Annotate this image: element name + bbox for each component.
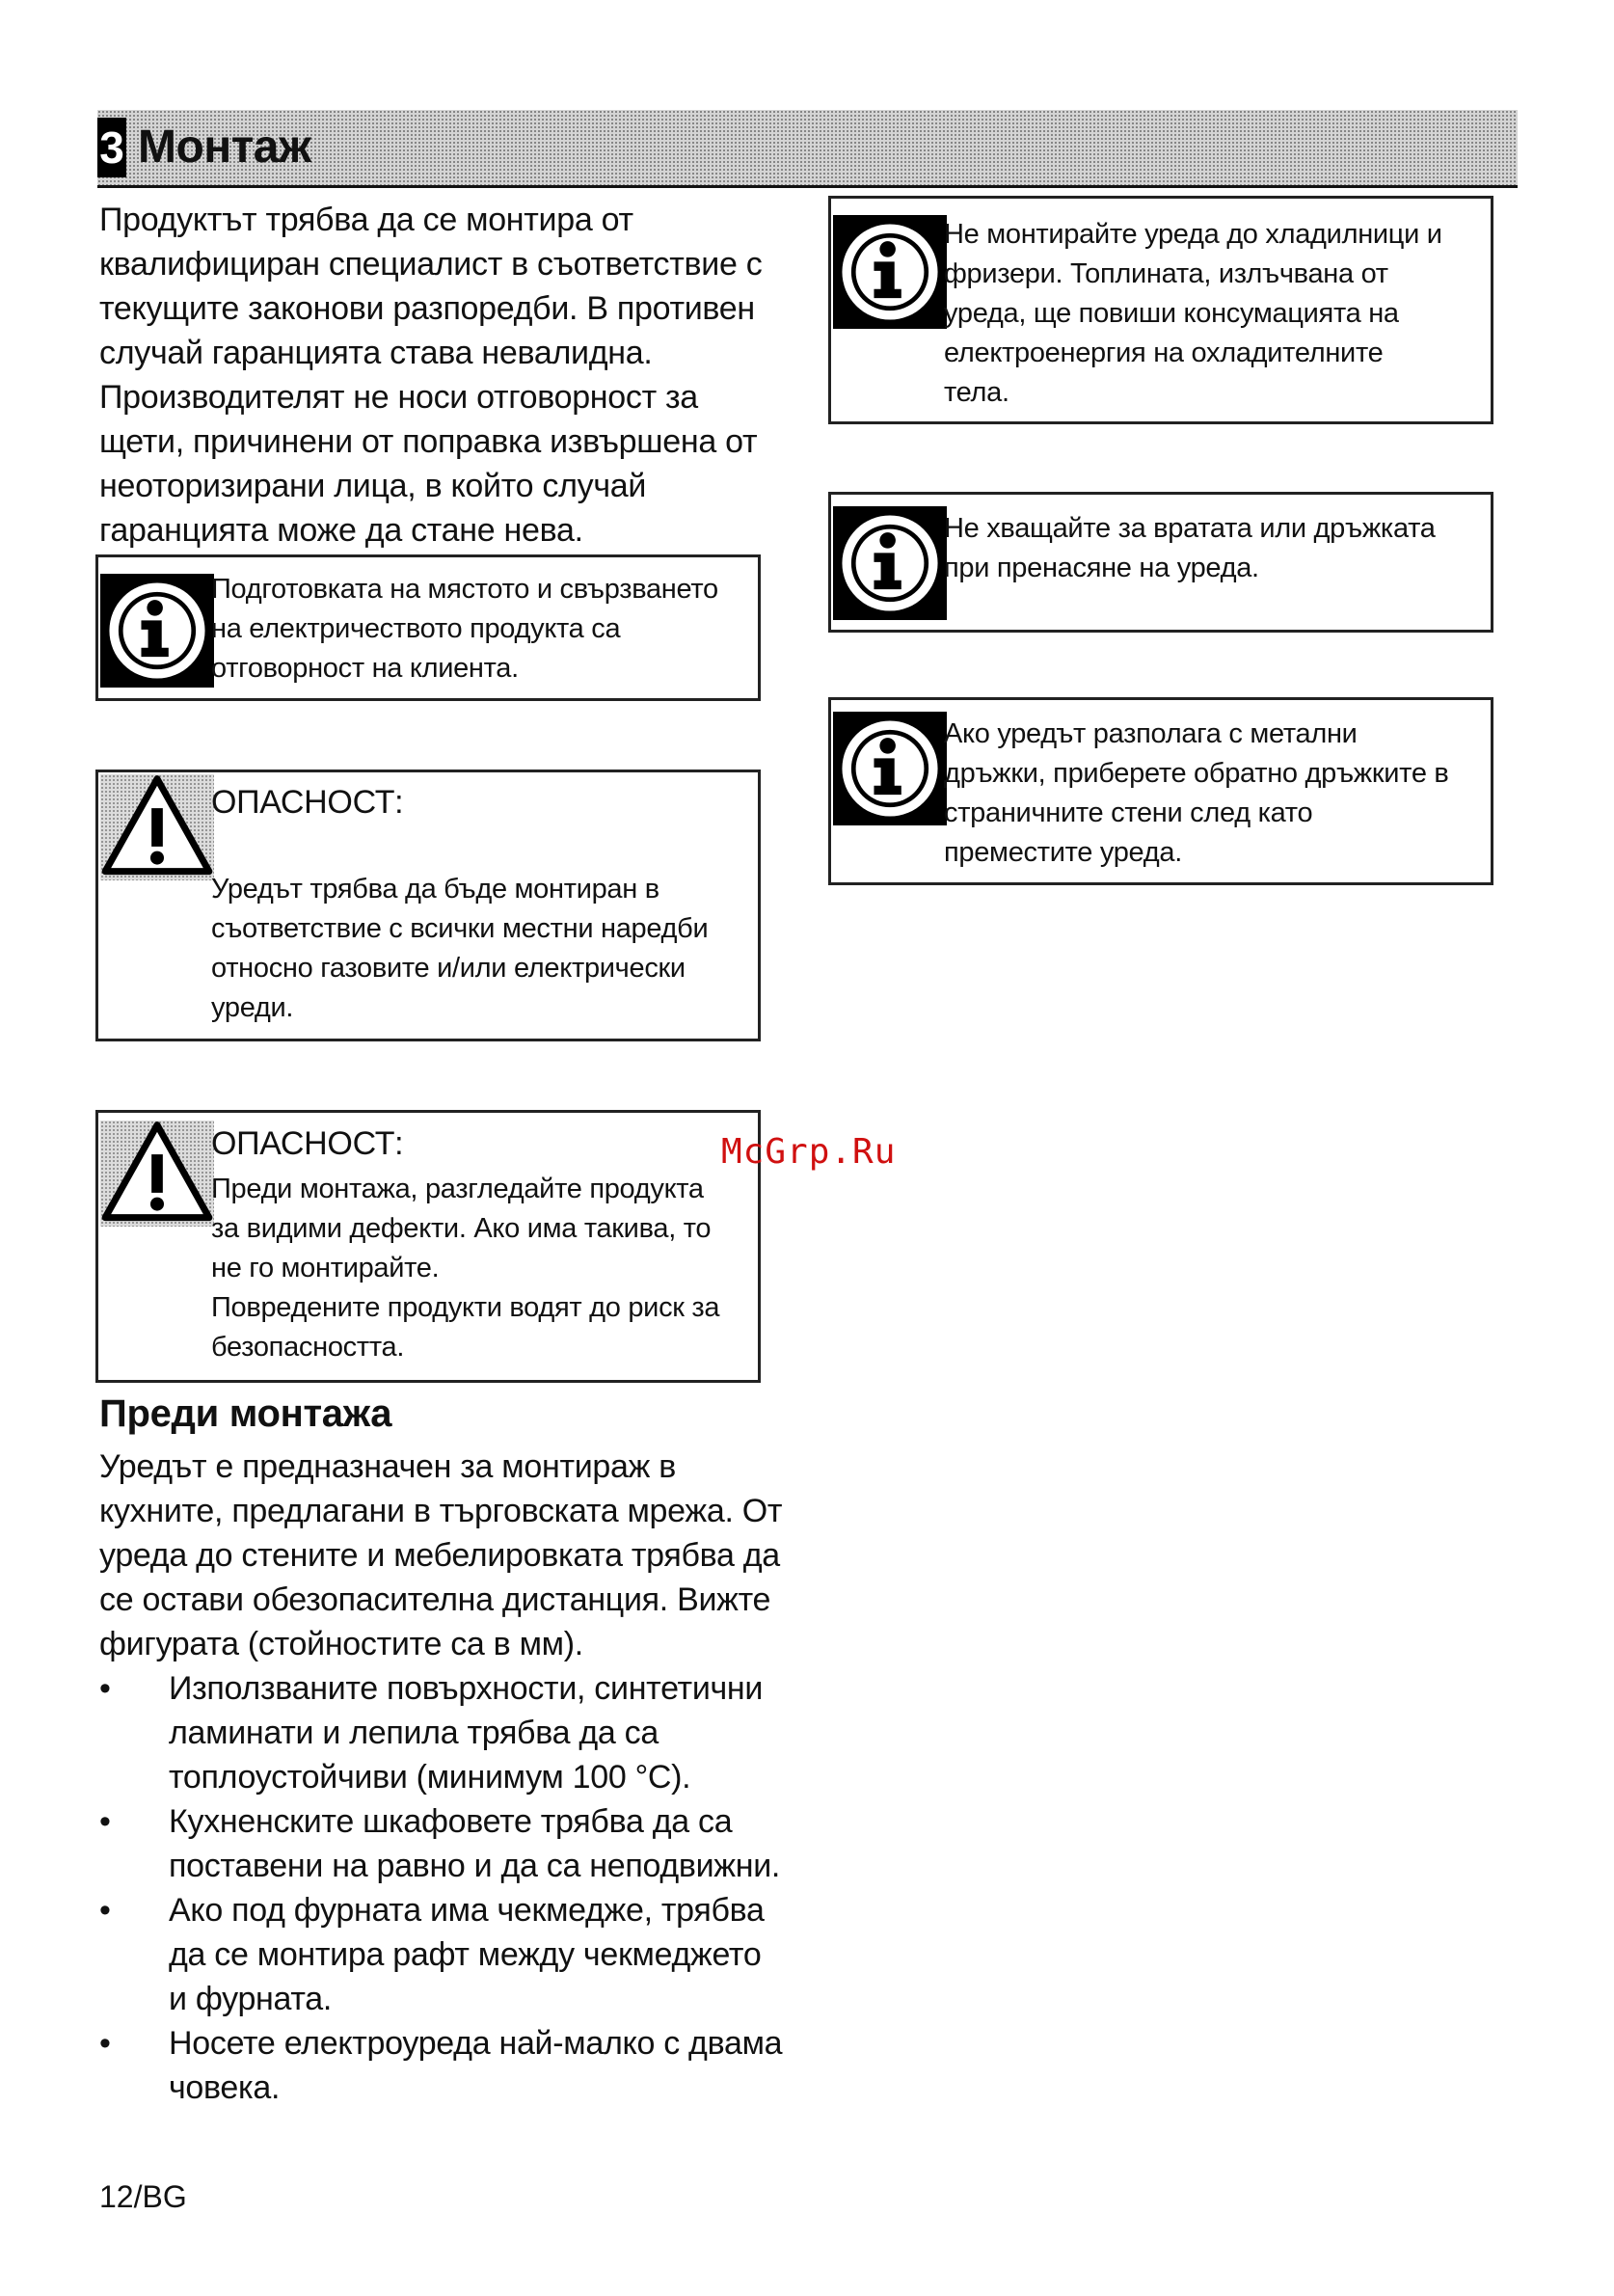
intro-paragraph [99, 198, 774, 553]
danger-heading: ОПАСНОСТ: [211, 1125, 404, 1162]
paragraph-line: уреда до стените и мебелировката трябва да [99, 1537, 780, 1574]
danger-line: Повредените продукти водят до риск за [211, 1292, 720, 1323]
info-line: преместите уреда. [944, 837, 1182, 868]
chapter-title: Монтаж [138, 122, 311, 173]
list-item-line: Кухненските шкафовете трябва да са [169, 1803, 733, 1840]
intro-line: Продуктът трябва да се монтира от [99, 202, 633, 238]
info-box-handle [828, 492, 1493, 633]
info-box-text [944, 509, 1436, 588]
danger-line: безопасността. [211, 1332, 405, 1363]
info-icon [833, 215, 947, 329]
info-line: Подготовката на мястото и свързването [211, 574, 718, 605]
warning-icon [100, 1121, 214, 1227]
danger-line: не го монтирайте. [211, 1253, 440, 1283]
danger-heading: ОПАСНОСТ: [211, 784, 404, 821]
list-item-line: човека. [169, 2069, 281, 2106]
list-item-line: Ако под фурната има чекмедже, трябва [169, 1892, 765, 1929]
info-line: Не хващайте за вратата или дръжката [944, 513, 1436, 544]
info-line: електроенергия на охладителните [944, 338, 1384, 368]
info-line: страничните стени след като [944, 797, 1313, 828]
list-item-line: Използваните повърхности, синтетични [169, 1670, 764, 1707]
danger-line: уреди. [211, 992, 294, 1023]
list-item [169, 2021, 782, 2110]
list-item [169, 1799, 780, 1888]
intro-line: текущите законови разпоредби. В противен [99, 290, 755, 327]
bullet-marker: • [99, 1892, 111, 1929]
bullet-marker: • [99, 1803, 111, 1840]
paragraph-line: кухните, предлагани в търговската мрежа. От [99, 1493, 783, 1529]
list-item-line: и фурната. [169, 1981, 333, 2017]
info-box-text [944, 715, 1449, 873]
danger-box-regulations [95, 770, 761, 1041]
danger-box-defects [95, 1110, 761, 1383]
danger-line: Преди монтажа, разгледайте продукта [211, 1174, 704, 1204]
info-line: уреда, ще повиши консумацията на [944, 298, 1399, 329]
info-line: тела. [944, 377, 1009, 408]
info-box-text [944, 215, 1442, 413]
info-icon [833, 712, 947, 825]
paragraph-line: фигурата (стойностите са в мм). [99, 1626, 583, 1662]
info-box-text [211, 570, 718, 689]
list-item [169, 1666, 763, 1799]
danger-line: съответствие с всички местни наредби [211, 913, 709, 944]
list-item-line: Носете електроуреда най-малко с двама [169, 2025, 783, 2062]
list-item-line: ламинати и лепила трябва да са [169, 1715, 659, 1751]
intro-line: щети, причинени от поправка извършена от [99, 423, 758, 460]
info-line: на електричеството продукта са [211, 613, 621, 644]
before-install-paragraph [99, 1445, 803, 1666]
bullet-marker: • [99, 2025, 111, 2062]
intro-line: случай гаранцията става невалидна. [99, 335, 653, 371]
info-box-site-preparation [95, 554, 761, 701]
list-item-line: да се монтира рафт между чекмеджето [169, 1936, 762, 1973]
page-number: 12/BG [99, 2179, 187, 2214]
danger-line: Уредът трябва да бъде монтиран в [211, 874, 659, 905]
chapter-header [97, 110, 1518, 188]
info-line: фризери. Топлината, излъчвана от [944, 258, 1388, 289]
paragraph-line: Уредът е предназначен за монтираж в [99, 1448, 676, 1485]
info-line: Не монтирайте уреда до хладилници и [944, 219, 1442, 250]
section-heading: Преди монтажа [99, 1392, 392, 1435]
danger-line: относно газовите и/или електрически [211, 953, 686, 984]
danger-box-text [211, 870, 708, 1028]
intro-line: гаранцията може да стане нева. [99, 512, 583, 549]
watermark: McGrp.Ru [721, 1132, 897, 1172]
warning-icon [100, 774, 214, 880]
list-item [169, 1888, 765, 2021]
info-box-refrigerators [828, 196, 1493, 424]
info-line: при пренасяне на уреда. [944, 553, 1259, 583]
info-box-metal-handles [828, 697, 1493, 885]
chapter-number: 3 [97, 118, 126, 177]
info-line: дръжки, приберете обратно дръжките в [944, 758, 1449, 789]
info-line: Ако уредът разполага с метални [944, 718, 1358, 749]
danger-line: за видими дефекти. Ако има такива, то [211, 1213, 712, 1244]
list-item-line: топлоустойчиви (минимум 100 °C). [169, 1759, 691, 1796]
list-item-line: поставени на равно и да са неподвижни. [169, 1848, 781, 1884]
intro-line: квалифициран специалист в съответствие с [99, 246, 763, 283]
info-icon [100, 574, 214, 688]
intro-line: Производителят не носи отговорност за [99, 379, 698, 416]
intro-line: неоторизирани лица, в който случай [99, 468, 647, 504]
bullet-marker: • [99, 1670, 111, 1707]
info-icon [833, 506, 947, 620]
paragraph-line: се остави обезопасителна дистанция. Вижте [99, 1581, 771, 1618]
danger-box-text [211, 1170, 719, 1367]
info-line: отговорност на клиента. [211, 653, 519, 684]
